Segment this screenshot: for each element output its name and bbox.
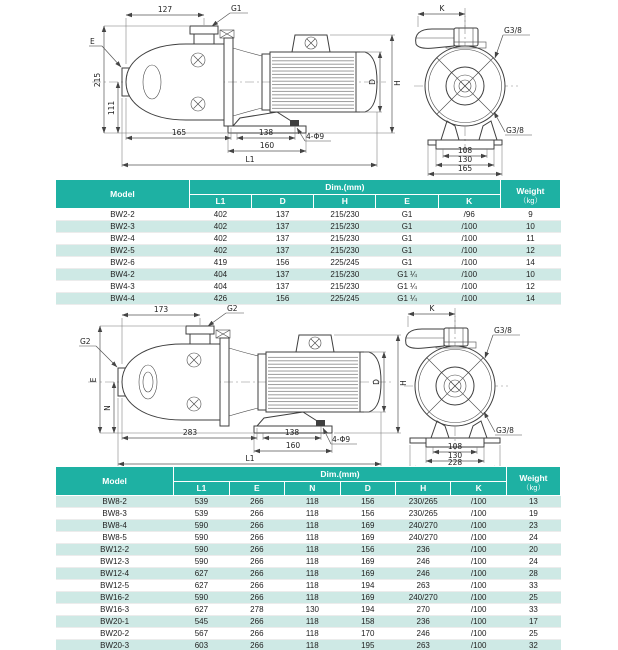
cell-value: 194 xyxy=(340,604,395,616)
cell-model: BW12-3 xyxy=(56,556,174,568)
table-row xyxy=(56,233,561,245)
cell-value: 169 xyxy=(340,568,395,580)
dim-label-a: 165 xyxy=(171,128,187,137)
table-row xyxy=(56,221,561,233)
cell-value: 118 xyxy=(285,568,340,580)
discharge-spout xyxy=(416,29,454,48)
table-row xyxy=(56,257,561,269)
dim-label-c: 160 xyxy=(259,141,275,150)
cell-value: 404 xyxy=(189,269,251,281)
dim-label-c: 160 xyxy=(285,441,301,450)
table-row xyxy=(56,269,561,281)
cell-value: G1 ¼ xyxy=(376,269,438,281)
cell-value: /100 xyxy=(451,592,506,604)
table-row xyxy=(56,568,561,580)
cell-value: 169 xyxy=(340,556,395,568)
cell-value: 627 xyxy=(174,580,229,592)
cell-value: 402 xyxy=(189,221,251,233)
cell-model: BW4-4 xyxy=(56,293,190,305)
cell-value: /100 xyxy=(451,628,506,640)
cell-value: /100 xyxy=(438,293,500,305)
lifting-lug xyxy=(292,35,330,52)
cell-model: BW8-4 xyxy=(56,520,174,532)
table-row xyxy=(56,604,561,616)
dim-label-overall: L1 xyxy=(245,454,255,463)
dim-label-k: K xyxy=(429,304,435,313)
table-row xyxy=(56,544,561,556)
cell-value: 270 xyxy=(395,604,450,616)
cell-value: 426 xyxy=(189,293,251,305)
cell-value: /100 xyxy=(451,604,506,616)
cell-model: BW4-2 xyxy=(56,269,190,281)
cell-value: 12 xyxy=(500,245,560,257)
height-label: H xyxy=(393,80,402,86)
cell-value: /100 xyxy=(438,269,500,281)
cell-model: BW20-1 xyxy=(56,616,174,628)
cell-value: 590 xyxy=(174,592,229,604)
cell-value: 246 xyxy=(395,556,450,568)
cell-value: 23 xyxy=(506,520,560,532)
bolt-hole-marker xyxy=(316,420,325,426)
port-side-label: G3/8 xyxy=(496,426,514,435)
dim-label-top: 127 xyxy=(157,5,173,14)
cell-value: 419 xyxy=(189,257,251,269)
cell-model: BW2-5 xyxy=(56,245,190,257)
cell-value: 402 xyxy=(189,209,251,221)
column-header-model: Model xyxy=(56,467,174,496)
port-side-label: G3/8 xyxy=(506,126,524,135)
cell-model: BW12-5 xyxy=(56,580,174,592)
cell-value: 236 xyxy=(395,616,450,628)
spec-table-2-wrap xyxy=(55,466,561,650)
dim-label-height: 215 xyxy=(93,72,102,88)
cell-value: 590 xyxy=(174,520,229,532)
pump-foot xyxy=(233,112,299,126)
table-row xyxy=(56,556,561,568)
holes-label: 4-Φ9 xyxy=(332,435,351,444)
cell-value: 263 xyxy=(395,640,450,650)
dim-label-c: 228 xyxy=(447,458,463,467)
cell-value: 33 xyxy=(506,604,560,616)
cell-value: 215/230 xyxy=(314,233,376,245)
cell-value: 118 xyxy=(285,628,340,640)
cell-value: 14 xyxy=(500,257,560,269)
cell-value: 590 xyxy=(174,532,229,544)
holes-label: 4-Φ9 xyxy=(306,132,325,141)
cell-value: 17 xyxy=(506,616,560,628)
cell-value: 266 xyxy=(229,532,284,544)
cell-value: 156 xyxy=(252,293,314,305)
cell-value: 402 xyxy=(189,245,251,257)
cell-model: BW16-3 xyxy=(56,604,174,616)
table-row xyxy=(56,508,561,520)
cell-value: 13 xyxy=(506,496,560,508)
dim-label-b: 138 xyxy=(258,128,274,137)
top-port-flange xyxy=(190,26,218,34)
top-port xyxy=(444,328,468,346)
cell-value: 118 xyxy=(285,496,340,508)
cell-value: /100 xyxy=(451,640,506,650)
cell-value: /100 xyxy=(438,257,500,269)
cell-value: 11 xyxy=(500,233,560,245)
pump-end-view-drawing-bottom xyxy=(388,302,618,470)
pump-foot xyxy=(257,412,325,426)
cell-value: /96 xyxy=(438,209,500,221)
dim-label-k: K xyxy=(439,4,445,13)
cell-value: G1 xyxy=(376,233,438,245)
column-header-dim: H xyxy=(314,195,376,209)
cell-model: BW4-3 xyxy=(56,281,190,293)
cell-model: BW20-2 xyxy=(56,628,174,640)
dim-label-b: 130 xyxy=(457,155,473,164)
cell-value: 266 xyxy=(229,568,284,580)
cell-model: BW2-6 xyxy=(56,257,190,269)
cell-value: 169 xyxy=(340,592,395,604)
inlet-label: G2 xyxy=(80,337,91,346)
column-header-weight xyxy=(506,467,560,496)
dim-label-a: 108 xyxy=(447,442,463,451)
cell-value: G1 xyxy=(376,221,438,233)
cell-value: /100 xyxy=(451,508,506,520)
cell-value: 137 xyxy=(252,221,314,233)
cell-value: 225/245 xyxy=(314,257,376,269)
column-header-dim: K xyxy=(451,482,506,496)
cell-value: 266 xyxy=(229,640,284,650)
top-port-flange xyxy=(186,326,214,334)
motor-dia-label: D xyxy=(372,379,381,385)
cell-model: BW8-2 xyxy=(56,496,174,508)
cell-value: 118 xyxy=(285,640,340,650)
top-port xyxy=(454,28,478,46)
cell-value: 130 xyxy=(285,604,340,616)
column-header-dim-group: Dim.(mm) xyxy=(174,467,507,482)
cell-model: BW20-3 xyxy=(56,640,174,650)
cell-value: 266 xyxy=(229,556,284,568)
cell-value: /100 xyxy=(438,281,500,293)
port-top-label: G3/8 xyxy=(494,326,512,335)
cell-value: /100 xyxy=(451,556,506,568)
header-row xyxy=(56,467,561,482)
foot-right xyxy=(469,421,487,438)
cell-value: 590 xyxy=(174,544,229,556)
column-header-dim: L1 xyxy=(174,482,229,496)
cell-value: /100 xyxy=(451,616,506,628)
cell-value: 25 xyxy=(506,628,560,640)
dim-label-b: 138 xyxy=(284,428,300,437)
cell-value: 603 xyxy=(174,640,229,650)
header-row xyxy=(56,180,561,195)
spec-table-1 xyxy=(55,179,561,305)
cell-value: G1 xyxy=(376,257,438,269)
cell-value: 32 xyxy=(506,640,560,650)
motor-dia-label: D xyxy=(368,79,377,85)
foot-right xyxy=(479,121,497,140)
cell-value: 215/230 xyxy=(314,281,376,293)
column-header-dim: K xyxy=(438,195,500,209)
spec-table-1-wrap xyxy=(55,179,561,305)
cell-value: 118 xyxy=(285,592,340,604)
cell-value: 627 xyxy=(174,604,229,616)
table-row xyxy=(56,616,561,628)
table-row xyxy=(56,209,561,221)
cell-value: 230/265 xyxy=(395,508,450,520)
cell-value: 195 xyxy=(340,640,395,650)
dim-label-center-height: 111 xyxy=(107,100,116,116)
cell-value: 25 xyxy=(506,592,560,604)
pump-side-view-drawing-bottom xyxy=(30,302,410,470)
cell-value: 118 xyxy=(285,532,340,544)
cell-value: 266 xyxy=(229,508,284,520)
dim-label-a: 108 xyxy=(457,146,473,155)
column-header-dim: L1 xyxy=(189,195,251,209)
cell-value: G1 ¼ xyxy=(376,293,438,305)
cell-value: 10 xyxy=(500,221,560,233)
cell-value: 137 xyxy=(252,245,314,257)
cell-value: 402 xyxy=(189,233,251,245)
cell-value: 19 xyxy=(506,508,560,520)
top-port xyxy=(190,334,210,344)
cell-value: 404 xyxy=(189,281,251,293)
cell-value: G1 xyxy=(376,245,438,257)
cell-value: 20 xyxy=(506,544,560,556)
cell-model: BW8-5 xyxy=(56,532,174,544)
column-header-dim: N xyxy=(285,482,340,496)
table-row xyxy=(56,628,561,640)
cell-model: BW2-3 xyxy=(56,221,190,233)
column-header-dim: H xyxy=(395,482,450,496)
cell-value: 118 xyxy=(285,580,340,592)
cell-value: /100 xyxy=(451,496,506,508)
cell-value: 137 xyxy=(252,281,314,293)
cell-value: 567 xyxy=(174,628,229,640)
cell-model: BW12-4 xyxy=(56,568,174,580)
cell-value: 240/270 xyxy=(395,532,450,544)
cell-value: 170 xyxy=(340,628,395,640)
cell-value: 230/265 xyxy=(395,496,450,508)
cell-value: 194 xyxy=(340,580,395,592)
dim-label-height: E xyxy=(89,377,98,383)
cell-value: 215/230 xyxy=(314,245,376,257)
motor-fins xyxy=(268,355,358,409)
cell-value: 240/270 xyxy=(395,520,450,532)
cell-value: 156 xyxy=(340,496,395,508)
port-top-label: G3/8 xyxy=(504,26,522,35)
cell-value: 169 xyxy=(340,532,395,544)
cell-value: 156 xyxy=(340,508,395,520)
cell-value: 539 xyxy=(174,496,229,508)
port-label: G1 xyxy=(231,4,242,13)
column-header-dim: D xyxy=(340,482,395,496)
cell-value: /100 xyxy=(451,544,506,556)
weight-label: Weight xyxy=(519,472,548,483)
cell-value: 24 xyxy=(506,532,560,544)
cell-value: 545 xyxy=(174,616,229,628)
cell-value: /100 xyxy=(451,568,506,580)
cell-value: 118 xyxy=(285,508,340,520)
cell-value: 137 xyxy=(252,233,314,245)
table-row xyxy=(56,245,561,257)
table-row xyxy=(56,640,561,650)
cell-value: 28 xyxy=(506,568,560,580)
table-row xyxy=(56,532,561,544)
cell-value: /100 xyxy=(438,245,500,257)
cell-value: 169 xyxy=(340,520,395,532)
pump-casing xyxy=(126,44,224,120)
cell-value: 12 xyxy=(500,281,560,293)
dim-label-b: 130 xyxy=(447,451,463,460)
inlet-label: E xyxy=(90,37,95,46)
pump-side-view-drawing-top xyxy=(34,2,406,178)
spec-table-2 xyxy=(55,466,561,650)
cell-value: 156 xyxy=(340,544,395,556)
cell-model: BW8-3 xyxy=(56,508,174,520)
cell-value: 246 xyxy=(395,628,450,640)
cell-value: 266 xyxy=(229,616,284,628)
cell-value: 266 xyxy=(229,592,284,604)
table-row xyxy=(56,281,561,293)
cell-value: /100 xyxy=(438,233,500,245)
pump-end-view-drawing-top xyxy=(398,2,618,178)
column-header-dim-group: Dim.(mm) xyxy=(189,180,500,195)
cell-value: 215/230 xyxy=(314,209,376,221)
table-row xyxy=(56,520,561,532)
dim-label-a: 283 xyxy=(182,428,198,437)
column-header-model: Model xyxy=(56,180,190,209)
cell-value: 33 xyxy=(506,580,560,592)
cell-value: 278 xyxy=(229,604,284,616)
cell-value: 266 xyxy=(229,580,284,592)
cell-value: 118 xyxy=(285,544,340,556)
top-port xyxy=(194,34,214,44)
cell-value: /100 xyxy=(451,580,506,592)
table-row xyxy=(56,580,561,592)
cell-value: 10 xyxy=(500,269,560,281)
cell-model: BW2-4 xyxy=(56,233,190,245)
dim-label-c: 165 xyxy=(457,164,473,173)
cell-value: 236 xyxy=(395,544,450,556)
cell-value: 137 xyxy=(252,269,314,281)
dim-label-overall: L1 xyxy=(245,155,255,164)
cell-value: 14 xyxy=(500,293,560,305)
table-row xyxy=(56,496,561,508)
dim-label-center-height: N xyxy=(103,405,112,411)
cell-value: 156 xyxy=(252,257,314,269)
cell-value: 137 xyxy=(252,209,314,221)
column-header-weight xyxy=(500,180,560,209)
cell-value: 539 xyxy=(174,508,229,520)
cell-model: BW12-2 xyxy=(56,544,174,556)
cell-value: 9 xyxy=(500,209,560,221)
cell-value: 266 xyxy=(229,496,284,508)
cell-value: 240/270 xyxy=(395,592,450,604)
cell-value: 266 xyxy=(229,628,284,640)
weight-unit-label: （kg） xyxy=(518,195,542,205)
cell-value: G1 ¼ xyxy=(376,281,438,293)
cell-value: 627 xyxy=(174,568,229,580)
cell-value: G1 xyxy=(376,209,438,221)
cell-value: 118 xyxy=(285,520,340,532)
dim-label-top: 173 xyxy=(153,305,169,314)
cell-value: 24 xyxy=(506,556,560,568)
column-header-dim: D xyxy=(252,195,314,209)
cell-value: /100 xyxy=(451,520,506,532)
column-header-dim: E xyxy=(229,482,284,496)
port-label: G2 xyxy=(227,304,238,313)
cell-model: BW16-2 xyxy=(56,592,174,604)
table-row xyxy=(56,592,561,604)
cell-value: 266 xyxy=(229,520,284,532)
cell-value: 118 xyxy=(285,616,340,628)
cell-value: 590 xyxy=(174,556,229,568)
bolt-hole-marker xyxy=(290,120,299,126)
cell-value: 215/230 xyxy=(314,269,376,281)
column-header-dim: E xyxy=(376,195,438,209)
weight-label: Weight xyxy=(516,185,545,196)
lifting-lug xyxy=(296,335,334,352)
cell-value: /100 xyxy=(438,221,500,233)
height-label: H xyxy=(399,380,408,386)
cell-value: 246 xyxy=(395,568,450,580)
weight-unit-label: （kg） xyxy=(521,482,545,492)
cell-value: 158 xyxy=(340,616,395,628)
motor-fins xyxy=(272,55,354,109)
cell-value: 225/245 xyxy=(314,293,376,305)
pump-casing xyxy=(122,344,220,420)
cell-value: /100 xyxy=(451,532,506,544)
cell-value: 215/230 xyxy=(314,221,376,233)
cell-value: 118 xyxy=(285,556,340,568)
cell-value: 263 xyxy=(395,580,450,592)
cell-value: 266 xyxy=(229,544,284,556)
cell-model: BW2-2 xyxy=(56,209,190,221)
discharge-spout xyxy=(406,329,444,348)
